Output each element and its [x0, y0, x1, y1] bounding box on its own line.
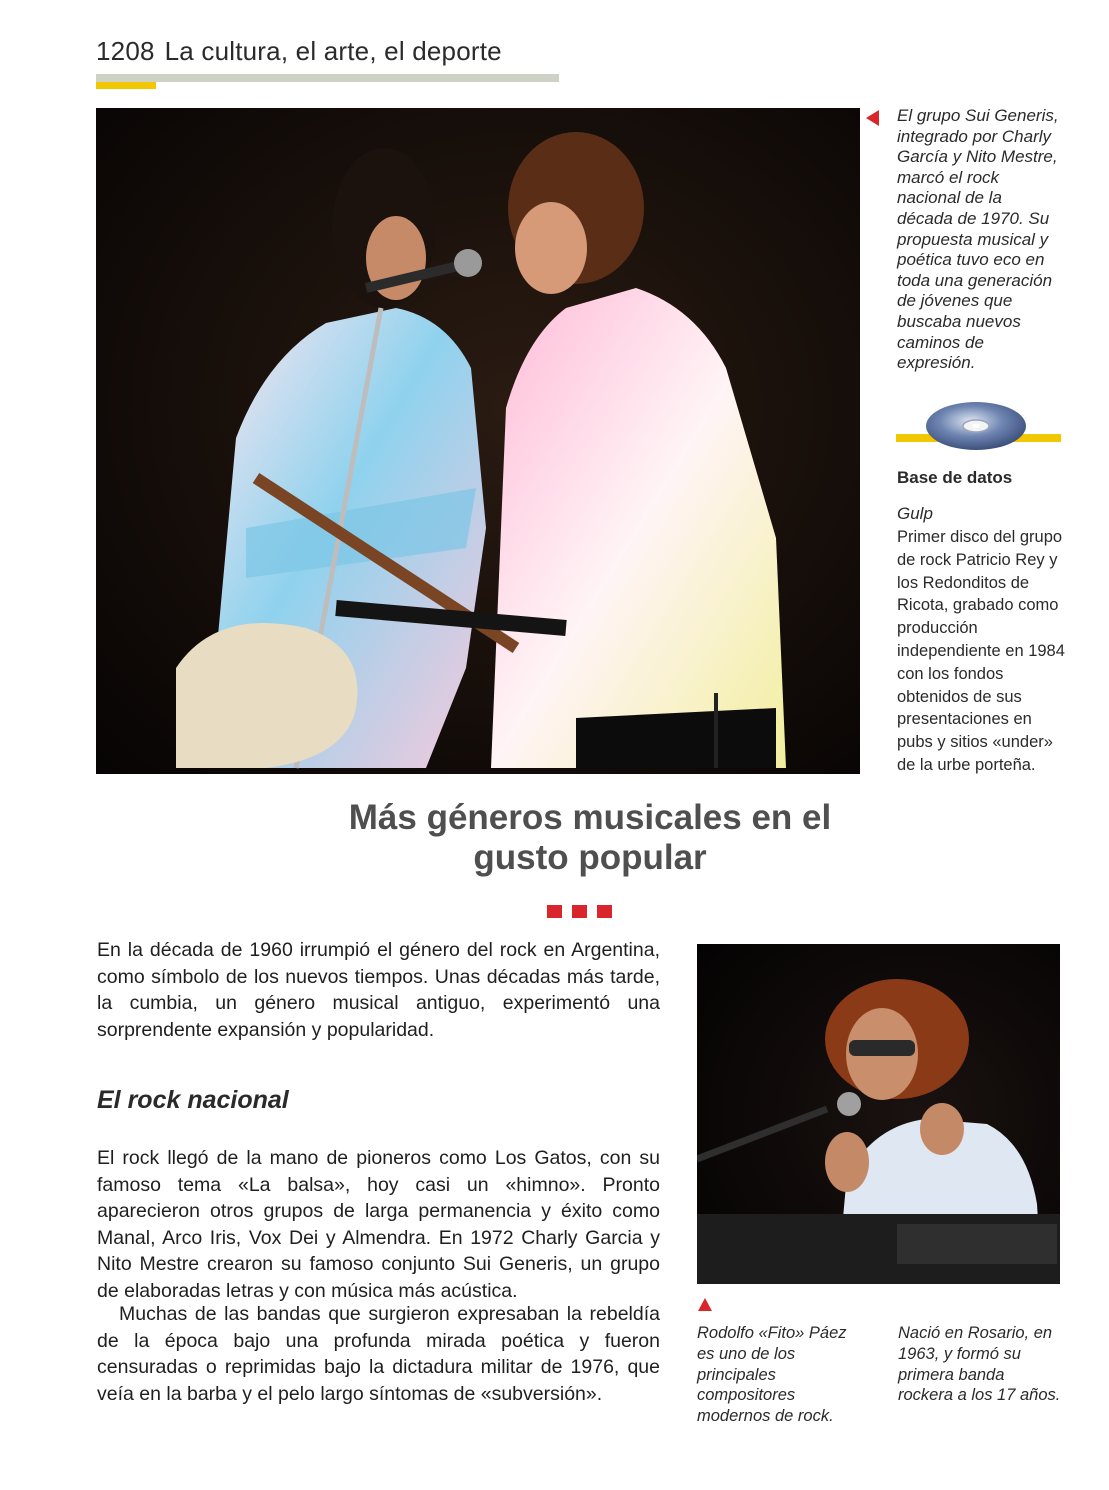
intro-paragraph: En la década de 1960 irrumpió el género del rock en Argentina, como símbolo de los nuevos tiempos. Unas décadas más tarde, la cumbia, un género musical antiguo, experimentó una sorprendente expansión y popularidad.	[97, 939, 660, 1041]
header-accent-bar	[96, 82, 156, 89]
cd-disc-icon	[924, 400, 1028, 452]
rock-paragraph-2-text: Muchas de las bandas que surgieron expresaban la rebeldía de la época bajo una profunda mirada poética y fueron censuradas o reprimidas bajo la dictadura militar de 1976, que veía en la barba y el pelo largo síntomas de «subversión».	[97, 1303, 660, 1405]
fito-photo-caption-1: Rodolfo «Fito» Páez es uno de los principales compositores modernos de rock.	[697, 1324, 847, 1426]
ornament-square-icon	[597, 905, 612, 918]
fito-paez-photo	[697, 944, 1060, 1284]
caption-pointer-left-icon	[866, 110, 879, 126]
database-item-name: Gulp	[897, 504, 933, 523]
section-name: La cultura, el arte, el deporte	[164, 36, 502, 66]
title-ornament	[547, 905, 613, 919]
page-number: 1208	[96, 36, 155, 66]
page-header	[96, 36, 566, 96]
subheading: El rock nacional	[97, 1086, 289, 1114]
rock-paragraph-2	[97, 1301, 660, 1407]
section-title: Más géneros musicales en el gusto popular	[348, 798, 832, 877]
header-rule	[96, 74, 559, 82]
running-head	[96, 36, 502, 67]
database-description: Primer disco del grupo de rock Patricio Rey y los Redonditos de Ricota, grabado como producción independiente en 1984 con los fondos obtenidos de sus presentaciones en pubs y sitios «under» de la urbe porteña.	[897, 528, 1065, 774]
sui-generis-photo	[96, 108, 860, 774]
fito-photo-caption-2: Nació en Rosario, en 1963, y formó su primera banda rockera a los 17 años.	[898, 1324, 1061, 1405]
database-title: Base de datos	[897, 468, 1013, 487]
ornament-square-icon	[572, 905, 587, 918]
ornament-square-icon	[547, 905, 562, 918]
rock-paragraph-1: El rock llegó de la mano de pioneros como Los Gatos, con su famoso tema «La balsa», hoy casi un «himno». Pronto aparecieron otros grupos de larga permanencia y éxito como Manal, Arco Iris, Vox Dei y Almendra. En 1972 Charly Garcia y Nito Mestre crearon su famoso conjunto Sui Generis, un grupo de elaboradas letras y con música más acústica.	[97, 1147, 660, 1302]
main-photo-caption-text: El grupo Sui Generis, integrado por Charly García y Nito Mestre, marcó el rock nacional de la década de 1970. Su propuesta musical y poética tuvo eco en toda una generación de jóvenes que buscaba nuevos caminos de expresión.	[897, 106, 1059, 373]
caption-pointer-up-icon	[698, 1298, 712, 1311]
